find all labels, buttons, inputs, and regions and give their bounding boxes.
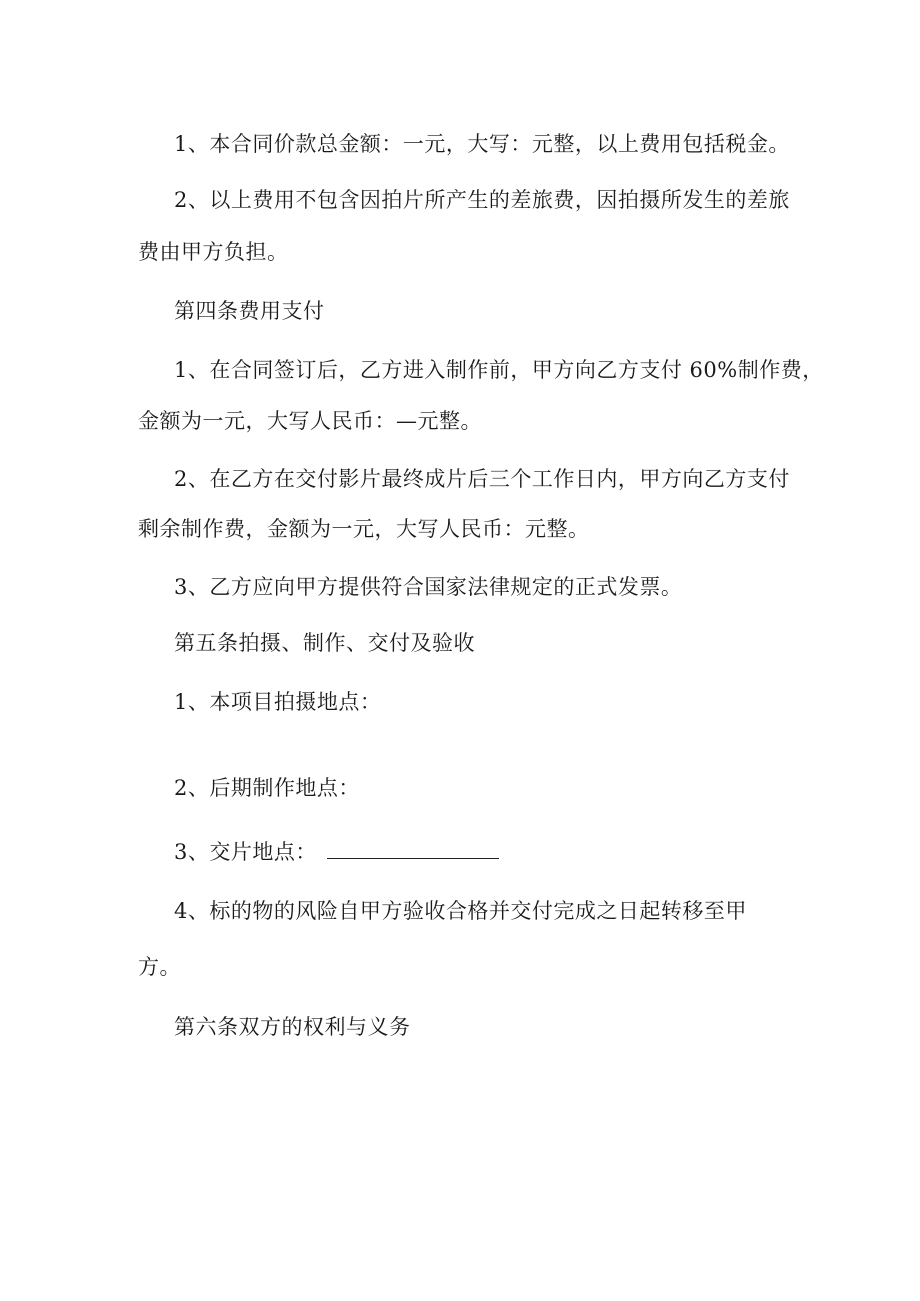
clause-4-item-2-cont: 剩余制作费，金额为一元，大写人民币：元整。 (138, 517, 590, 541)
clause-4-item-1-cont: 金额为一元，大写人民币：—元整。 (138, 409, 482, 433)
clause-5-item-4: 4、标的物的风险自甲方验收合格并交付完成之日起转移至甲 (174, 899, 747, 923)
section-heading-6: 第六条双方的权利与义务 (174, 1015, 411, 1039)
clause-5-item-3 (174, 838, 499, 866)
clause-4-item-1: 1、在合同签订后，乙方进入制作前，甲方向乙方支付 60%制作费， (174, 358, 824, 382)
section-heading-5: 第五条拍摄、制作、交付及验收 (174, 631, 475, 655)
clause-4-item-3: 3、乙方应向甲方提供符合国家法律规定的正式发票。 (174, 575, 683, 599)
clause-5-item-4-cont: 方。 (138, 955, 181, 979)
clause-3-item-2-cont: 费由甲方负担。 (138, 240, 289, 264)
clause-3-item-1: 1、本合同价款总金额：一元，大写：元整，以上费用包括税金。 (174, 132, 790, 156)
clause-5-item-1: 1、本项目拍摄地点： (174, 690, 382, 714)
blank-underline (327, 838, 499, 859)
clause-4-item-2: 2、在乙方在交付影片最终成片后三个工作日内，甲方向乙方支付 (174, 467, 790, 491)
section-heading-4: 第四条费用支付 (174, 299, 325, 323)
clause-5-item-3-label: 3、交片地点： (174, 840, 317, 864)
clause-3-item-2: 2、以上费用不包含因拍片所产生的差旅费，因拍摄所发生的差旅 (174, 188, 790, 212)
clause-5-item-2: 2、后期制作地点： (174, 776, 360, 800)
